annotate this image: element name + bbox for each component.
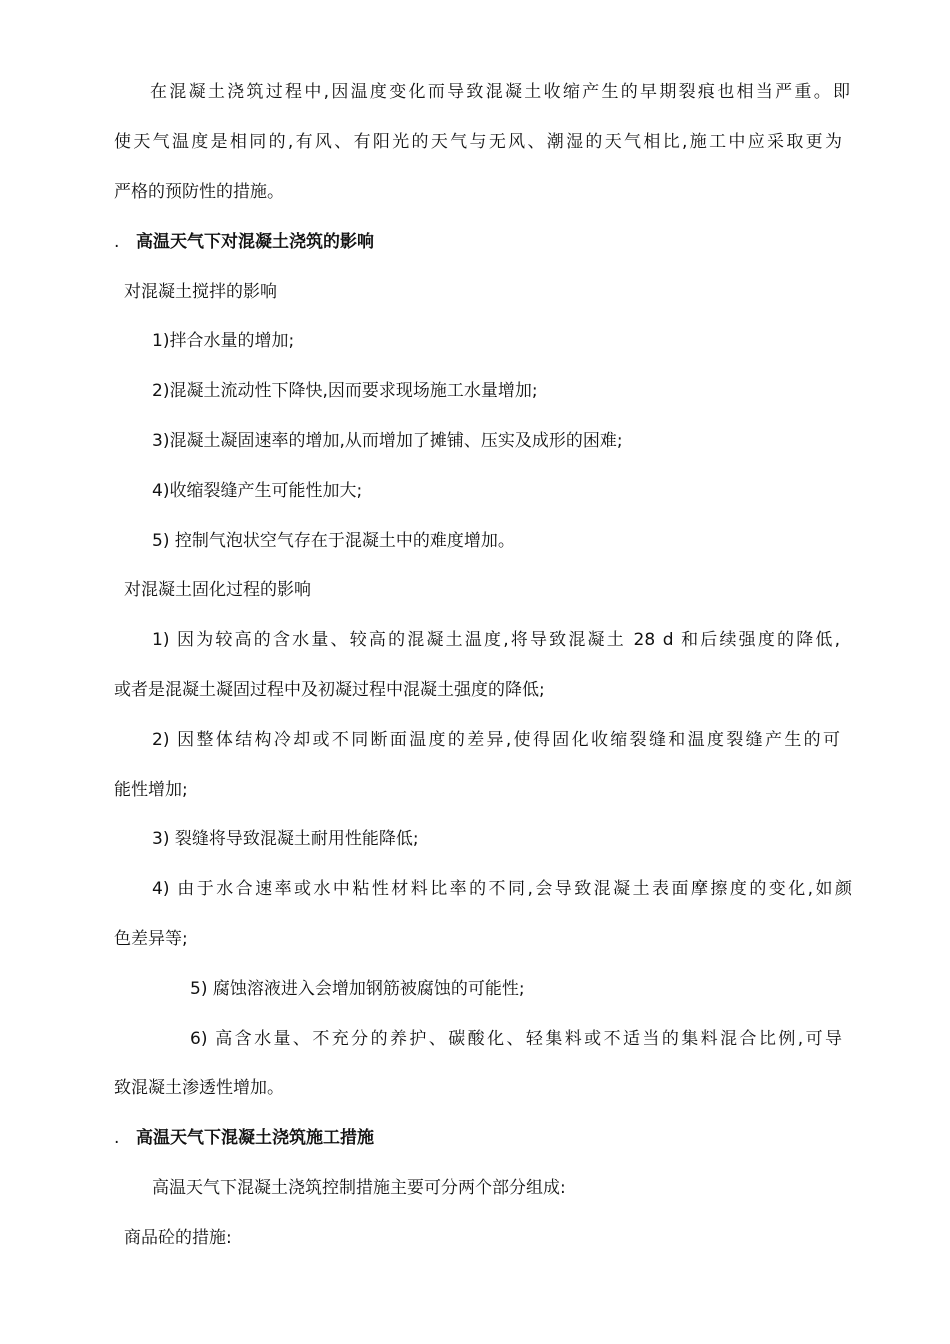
list-item: 4)收缩裂缝产生可能性加大; (152, 481, 363, 501)
subsection-title-curing: 对混凝土固化过程的影响 (124, 580, 311, 600)
list-item-line: 能性增加; (114, 780, 188, 800)
paragraph-text: 高温天气下混凝土浇筑控制措施主要可分两个部分组成: (152, 1178, 566, 1198)
list-item-line: 6) 高含水量、不充分的养护、碳酸化、轻集料或不适当的集料混合比例,可导 (190, 1029, 842, 1049)
subsection-title-concrete: 商品砼的措施: (124, 1228, 232, 1248)
intro-line-3: 严格的预防性的措施。 (114, 182, 284, 202)
subsection-title-mixing: 对混凝土搅拌的影响 (124, 282, 277, 302)
list-item: 5) 腐蚀溶液进入会增加钢筋被腐蚀的可能性; (190, 979, 525, 999)
section-bullet: . (114, 232, 120, 252)
section-heading-1 (114, 230, 374, 254)
section-heading-2 (114, 1126, 374, 1150)
list-item-line: 色差异等; (114, 929, 188, 949)
list-item-line: 4) 由于水合速率或水中粘性材料比率的不同,会导致混凝土表面摩擦度的变化,如颜 (152, 879, 852, 899)
intro-line-2: 使天气温度是相同的,有风、有阳光的天气与无风、潮湿的天气相比,施工中应采取更为 (114, 132, 842, 152)
list-item: 3)混凝土凝固速率的增加,从而增加了摊铺、压实及成形的困难; (152, 431, 623, 451)
list-item: 2)混凝土流动性下降快,因而要求现场施工水量增加; (152, 381, 538, 401)
list-item: 3) 裂缝将导致混凝土耐用性能降低; (152, 829, 419, 849)
intro-line-1: 在混凝土浇筑过程中,因温度变化而导致混凝土收缩产生的早期裂痕也相当严重。即 (150, 82, 850, 102)
list-item: 1)拌合水量的增加; (152, 331, 295, 351)
section-bullet: . (114, 1128, 120, 1148)
list-item-line: 2) 因整体结构冷却或不同断面温度的差异,使得固化收缩裂缝和温度裂缝产生的可 (152, 730, 840, 750)
section-title: 高温天气下对混凝土浇筑的影响 (136, 232, 374, 252)
section-title: 高温天气下混凝土浇筑施工措施 (136, 1128, 374, 1148)
list-item-line: 致混凝土渗透性增加。 (114, 1078, 284, 1098)
list-item-line: 1) 因为较高的含水量、较高的混凝土温度,将导致混凝土 28 d 和后续强度的降低, (152, 630, 840, 650)
list-item: 5) 控制气泡状空气存在于混凝土中的难度增加。 (152, 531, 515, 551)
list-item-line: 或者是混凝土凝固过程中及初凝过程中混凝土强度的降低; (114, 680, 545, 700)
